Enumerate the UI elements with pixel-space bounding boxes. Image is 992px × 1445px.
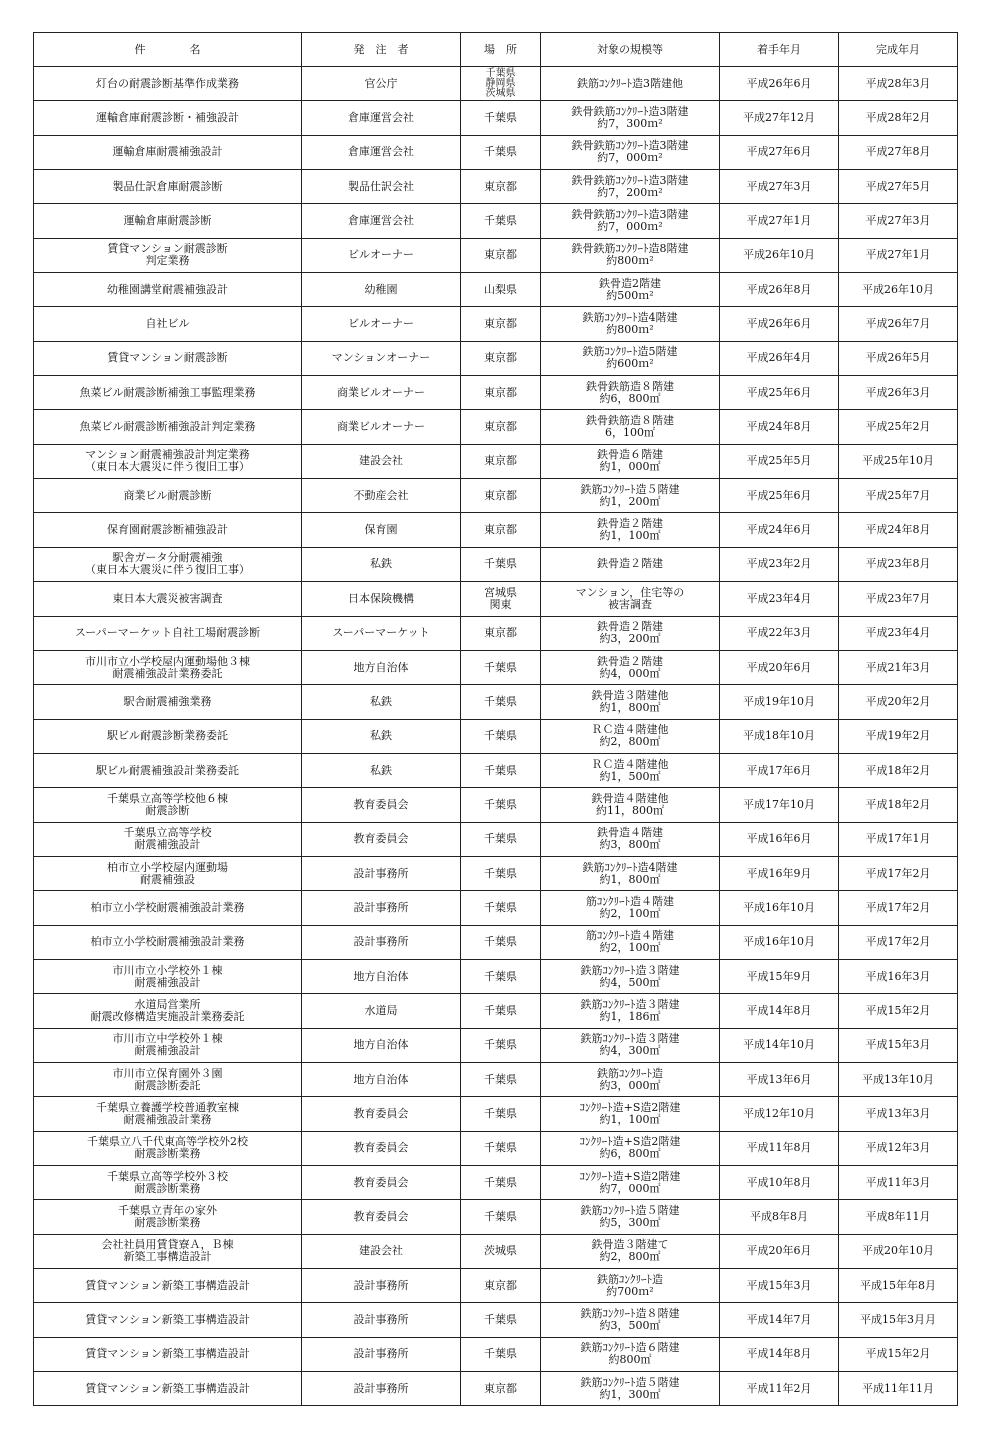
cell-place: 茨城県 (461, 1234, 541, 1268)
cell-scale: 鉄骨造４階建 約3，800㎡ (541, 822, 720, 856)
cell-client: 製品仕訳会社 (302, 170, 461, 204)
cell-name: 賃貸マンション新築工事構造設計 (34, 1372, 302, 1406)
cell-scale: 鉄骨造2階建 約500ｍ² (541, 273, 720, 307)
cell-client: 設計事務所 (302, 1372, 461, 1406)
cell-place: 東京都 (461, 170, 541, 204)
cell-place: 東京都 (461, 238, 541, 272)
table-row (34, 994, 958, 1028)
cell-place: 千葉県 (461, 891, 541, 925)
cell-start: 平成19年10月 (720, 685, 839, 719)
table-row (34, 616, 958, 650)
cell-start: 平成11年2月 (720, 1372, 839, 1406)
table-row (34, 685, 958, 719)
cell-start: 平成14年8月 (720, 1337, 839, 1371)
cell-scale: 鉄骨造２階建 (541, 547, 720, 581)
cell-end: 平成20年2月 (839, 685, 958, 719)
cell-name: 自社ビル (34, 307, 302, 341)
cell-end: 平成25年2月 (839, 410, 958, 444)
cell-end: 平成18年2月 (839, 788, 958, 822)
table-row (34, 1303, 958, 1337)
cell-place: 千葉県 (461, 994, 541, 1028)
header-start: 着手年月 (720, 33, 839, 67)
cell-place: 千葉県 (461, 925, 541, 959)
table-row (34, 1097, 958, 1131)
cell-client: 建設会社 (302, 444, 461, 478)
table-row (34, 101, 958, 135)
cell-name: 市川市立保育園外３園 耐震診断委託 (34, 1062, 302, 1096)
cell-end: 平成15年3月月 (839, 1303, 958, 1337)
cell-start: 平成17年6月 (720, 753, 839, 787)
cell-place: 東京都 (461, 616, 541, 650)
table-row (34, 1062, 958, 1096)
cell-start: 平成24年6月 (720, 513, 839, 547)
cell-place: 千葉県 (461, 1200, 541, 1234)
table-row (34, 1200, 958, 1234)
cell-end: 平成17年2月 (839, 891, 958, 925)
table-row (34, 307, 958, 341)
cell-start: 平成8年8月 (720, 1200, 839, 1234)
cell-end: 平成16年3月 (839, 959, 958, 993)
cell-start: 平成25年5月 (720, 444, 839, 478)
cell-name: 市川市立中学校外１棟 耐震補強設計 (34, 1028, 302, 1062)
cell-scale: 鉄骨造４階建他 約11，800㎡ (541, 788, 720, 822)
cell-start: 平成20年6月 (720, 650, 839, 684)
table-row (34, 170, 958, 204)
cell-name: 賃貸マンション新築工事構造設計 (34, 1269, 302, 1303)
cell-start: 平成24年8月 (720, 410, 839, 444)
cell-scale: 鉄筋ｺﾝｸﾘｰﾄ造５階建 約1，200㎡ (541, 479, 720, 513)
cell-scale: 鉄筋ｺﾝｸﾘｰﾄ造５階建 約1，300㎡ (541, 1372, 720, 1406)
cell-end: 平成27年3月 (839, 204, 958, 238)
cell-scale: 鉄骨造６階建 約1，000㎡ (541, 444, 720, 478)
cell-client: 不動産会社 (302, 479, 461, 513)
cell-end: 平成25年7月 (839, 479, 958, 513)
cell-client: 日本保険機構 (302, 582, 461, 616)
cell-name: 千葉県立高等学校他６棟 耐震診断 (34, 788, 302, 822)
cell-place: 千葉県 (461, 1131, 541, 1165)
cell-end: 平成27年8月 (839, 135, 958, 169)
cell-client: 地方自治体 (302, 1062, 461, 1096)
table-row (34, 582, 958, 616)
cell-start: 平成20年6月 (720, 1234, 839, 1268)
table-row (34, 341, 958, 375)
cell-name: 柏市立小学校屋内運動場 耐震補強設 (34, 856, 302, 890)
header-row (34, 33, 958, 67)
cell-name: 運輸倉庫耐震診断 (34, 204, 302, 238)
cell-start: 平成25年6月 (720, 479, 839, 513)
cell-end: 平成25年10月 (839, 444, 958, 478)
cell-start: 平成14年10月 (720, 1028, 839, 1062)
cell-name: 保育園耐震診断補強設計 (34, 513, 302, 547)
table-row (34, 1337, 958, 1371)
cell-scale: 鉄筋ｺﾝｸﾘｰﾄ造5階建 約600ｍ² (541, 341, 720, 375)
cell-end: 平成23年4月 (839, 616, 958, 650)
cell-client: 教育委員会 (302, 822, 461, 856)
cell-end: 平成11年3月 (839, 1166, 958, 1200)
cell-name: 駅舎耐震補強業務 (34, 685, 302, 719)
cell-client: 設計事務所 (302, 891, 461, 925)
cell-client: 教育委員会 (302, 788, 461, 822)
cell-end: 平成28年3月 (839, 67, 958, 101)
cell-name: マンション耐震補強設計判定業務 （東日本大震災に伴う復旧工事） (34, 444, 302, 478)
cell-scale: 鉄筋ｺﾝｸﾘｰﾄ造３階建 約4，500㎡ (541, 959, 720, 993)
cell-start: 平成12年10月 (720, 1097, 839, 1131)
cell-client: 官公庁 (302, 67, 461, 101)
cell-place: 千葉県 (461, 135, 541, 169)
cell-place: 千葉県 (461, 1337, 541, 1371)
table-row (34, 822, 958, 856)
header-name: 件 名 (34, 33, 302, 67)
table-row (34, 959, 958, 993)
table-row (34, 479, 958, 513)
cell-client: 設計事務所 (302, 1269, 461, 1303)
cell-client: 教育委員会 (302, 1200, 461, 1234)
cell-place: 千葉県 (461, 788, 541, 822)
cell-start: 平成18年10月 (720, 719, 839, 753)
cell-client: ビルオーナー (302, 307, 461, 341)
cell-scale: 鉄骨造２階建 約3，200㎡ (541, 616, 720, 650)
project-table (33, 32, 958, 1406)
cell-name: 柏市立小学校耐震補強設計業務 (34, 891, 302, 925)
cell-end: 平成23年7月 (839, 582, 958, 616)
cell-client: 商業ビルオーナー (302, 376, 461, 410)
header-place: 場 所 (461, 33, 541, 67)
cell-name: 駅ビル耐震補強設計業務委託 (34, 753, 302, 787)
cell-name: 千葉県立高等学校外３校 耐震診断業務 (34, 1166, 302, 1200)
cell-start: 平成26年6月 (720, 307, 839, 341)
cell-place: 千葉県 (461, 204, 541, 238)
table-row (34, 376, 958, 410)
cell-client: 水道局 (302, 994, 461, 1028)
cell-start: 平成26年8月 (720, 273, 839, 307)
cell-scale: 鉄筋ｺﾝｸﾘｰﾄ造 約3，000㎡ (541, 1062, 720, 1096)
cell-end: 平成26年7月 (839, 307, 958, 341)
cell-name: 灯台の耐震診断基準作成業務 (34, 67, 302, 101)
cell-end: 平成21年3月 (839, 650, 958, 684)
cell-place: 千葉県 (461, 1303, 541, 1337)
cell-place: 東京都 (461, 376, 541, 410)
cell-client: 商業ビルオーナー (302, 410, 461, 444)
cell-start: 平成26年4月 (720, 341, 839, 375)
cell-name: 市川市立小学校屋内運動場他３棟 耐震補強設計業務委託 (34, 650, 302, 684)
cell-name: 会社社員用賃貸寮Ａ，Ｂ棟 新築工事構造設計 (34, 1234, 302, 1268)
cell-name: 東日本大震災被害調査 (34, 582, 302, 616)
cell-name: 賃貸マンション耐震診断 判定業務 (34, 238, 302, 272)
cell-start: 平成26年6月 (720, 67, 839, 101)
cell-name: 駅舎ガータ分耐震補強 （東日本大震災に伴う復旧工事） (34, 547, 302, 581)
cell-place: 千葉県 (461, 685, 541, 719)
cell-start: 平成17年10月 (720, 788, 839, 822)
cell-client: 設計事務所 (302, 856, 461, 890)
cell-scale: 鉄骨鉄筋ｺﾝｸﾘｰﾄ造3階建 約7，300ｍ² (541, 101, 720, 135)
cell-end: 平成15年2月 (839, 1337, 958, 1371)
table-row (34, 719, 958, 753)
table-row (34, 891, 958, 925)
cell-scale: 鉄筋ｺﾝｸﾘｰﾄ造８階建 約3，500㎡ (541, 1303, 720, 1337)
cell-place: 千葉県 静岡県 茨城県 (461, 67, 541, 101)
cell-scale: 鉄骨鉄筋ｺﾝｸﾘｰﾄ造8階建 約800ｍ² (541, 238, 720, 272)
cell-scale: 鉄筋ｺﾝｸﾘｰﾄ造3階建他 (541, 67, 720, 101)
cell-start: 平成27年6月 (720, 135, 839, 169)
cell-name: 千葉県立八千代東高等学校外2校 耐震診断業務 (34, 1131, 302, 1165)
cell-scale: 鉄筋ｺﾝｸﾘｰﾄ造4階建 約800ｍ² (541, 307, 720, 341)
cell-place: 千葉県 (461, 1097, 541, 1131)
cell-start: 平成11年8月 (720, 1131, 839, 1165)
cell-client: 倉庫運営会社 (302, 204, 461, 238)
cell-start: 平成16年9月 (720, 856, 839, 890)
cell-start: 平成16年10月 (720, 925, 839, 959)
cell-name: 千葉県立養護学校普通教室棟 耐震補強設計業務 (34, 1097, 302, 1131)
cell-start: 平成16年10月 (720, 891, 839, 925)
table-row (34, 1028, 958, 1062)
table-row (34, 444, 958, 478)
cell-place: 千葉県 (461, 822, 541, 856)
cell-end: 平成17年1月 (839, 822, 958, 856)
cell-end: 平成26年10月 (839, 273, 958, 307)
cell-name: 魚菜ビル耐震診断補強設計判定業務 (34, 410, 302, 444)
cell-place: 東京都 (461, 444, 541, 478)
header-client: 発 注 者 (302, 33, 461, 67)
table-row (34, 856, 958, 890)
cell-place: 東京都 (461, 410, 541, 444)
cell-end: 平成26年5月 (839, 341, 958, 375)
cell-start: 平成15年9月 (720, 959, 839, 993)
cell-name: 運輸倉庫耐震診断・補強設計 (34, 101, 302, 135)
cell-start: 平成27年1月 (720, 204, 839, 238)
cell-place: 千葉県 (461, 719, 541, 753)
cell-end: 平成13年10月 (839, 1062, 958, 1096)
cell-end: 平成17年2月 (839, 856, 958, 890)
cell-scale: 筋ｺﾝｸﾘｰﾄ造４階建 約2，100㎡ (541, 925, 720, 959)
cell-place: 山梨県 (461, 273, 541, 307)
cell-client: 教育委員会 (302, 1131, 461, 1165)
cell-place: 東京都 (461, 479, 541, 513)
cell-scale: 鉄骨鉄筋ｺﾝｸﾘｰﾄ造3階建 約7，000ｍ² (541, 204, 720, 238)
cell-client: マンションオーナー (302, 341, 461, 375)
cell-name: 千葉県立青年の家外 耐震診断業務 (34, 1200, 302, 1234)
cell-end: 平成26年3月 (839, 376, 958, 410)
cell-end: 平成17年2月 (839, 925, 958, 959)
cell-client: 教育委員会 (302, 1097, 461, 1131)
cell-start: 平成10年8月 (720, 1166, 839, 1200)
cell-client: 設計事務所 (302, 1337, 461, 1371)
cell-place: 東京都 (461, 513, 541, 547)
cell-end: 平成27年5月 (839, 170, 958, 204)
cell-place: 東京都 (461, 1269, 541, 1303)
cell-scale: 鉄骨鉄筋造８階建 約6，800㎡ (541, 376, 720, 410)
cell-scale: マンション，住宅等の 被害調査 (541, 582, 720, 616)
table-row (34, 1269, 958, 1303)
cell-scale: 鉄筋ｺﾝｸﾘｰﾄ造６階建 約800㎡ (541, 1337, 720, 1371)
cell-place: 千葉県 (461, 856, 541, 890)
cell-start: 平成26年10月 (720, 238, 839, 272)
cell-scale: 筋ｺﾝｸﾘｰﾄ造４階建 約2，100㎡ (541, 891, 720, 925)
table-row (34, 1166, 958, 1200)
cell-scale: 鉄筋ｺﾝｸﾘｰﾄ造３階建 約1，186㎡ (541, 994, 720, 1028)
cell-end: 平成12年3月 (839, 1131, 958, 1165)
cell-client: 保育園 (302, 513, 461, 547)
header-scale: 対象の規模等 (541, 33, 720, 67)
cell-name: 商業ビル耐震診断 (34, 479, 302, 513)
cell-scale: ｺﾝｸﾘｰﾄ造+S造2階建 約7，000㎡ (541, 1166, 720, 1200)
cell-place: 東京都 (461, 307, 541, 341)
cell-scale: 鉄骨造３階建他 約1，800㎡ (541, 685, 720, 719)
table-row (34, 650, 958, 684)
table-row (34, 135, 958, 169)
cell-scale: 鉄筋ｺﾝｸﾘｰﾄ造５階建 約5，300㎡ (541, 1200, 720, 1234)
cell-scale: 鉄骨造３階建て 約2，800㎡ (541, 1234, 720, 1268)
cell-start: 平成23年4月 (720, 582, 839, 616)
table-body (34, 67, 958, 1406)
cell-place: 千葉県 (461, 650, 541, 684)
cell-place: 千葉県 (461, 547, 541, 581)
cell-start: 平成25年6月 (720, 376, 839, 410)
cell-end: 平成15年年8月 (839, 1269, 958, 1303)
cell-name: 水道局営業所 耐震改修構造実施設計業務委託 (34, 994, 302, 1028)
table-row (34, 273, 958, 307)
cell-place: 東京都 (461, 1372, 541, 1406)
cell-name: 賃貸マンション耐震診断 (34, 341, 302, 375)
cell-start: 平成16年6月 (720, 822, 839, 856)
cell-client: 私鉄 (302, 719, 461, 753)
cell-end: 平成13年3月 (839, 1097, 958, 1131)
cell-scale: 鉄骨鉄筋ｺﾝｸﾘｰﾄ造3階建 約7，200ｍ² (541, 170, 720, 204)
table-row (34, 410, 958, 444)
cell-start: 平成27年12月 (720, 101, 839, 135)
cell-scale: 鉄骨造２階建 約4，000㎡ (541, 650, 720, 684)
cell-scale: ＲＣ造４階建他 約1，500㎡ (541, 753, 720, 787)
cell-client: スーパーマーケット (302, 616, 461, 650)
cell-name: スーパーマーケット自社工場耐震診断 (34, 616, 302, 650)
cell-start: 平成14年7月 (720, 1303, 839, 1337)
cell-start: 平成13年6月 (720, 1062, 839, 1096)
cell-client: 私鉄 (302, 685, 461, 719)
cell-name: 市川市立小学校外１棟 耐震補強設計 (34, 959, 302, 993)
cell-client: 建設会社 (302, 1234, 461, 1268)
cell-scale: ｺﾝｸﾘｰﾄ造+S造2階建 約1，100㎡ (541, 1097, 720, 1131)
cell-end: 平成15年2月 (839, 994, 958, 1028)
cell-end: 平成27年1月 (839, 238, 958, 272)
cell-place: 千葉県 (461, 959, 541, 993)
table-row (34, 1234, 958, 1268)
cell-place: 千葉県 (461, 1028, 541, 1062)
cell-client: 地方自治体 (302, 650, 461, 684)
table-row (34, 788, 958, 822)
cell-start: 平成15年3月 (720, 1269, 839, 1303)
cell-client: ビルオーナー (302, 238, 461, 272)
cell-place: 千葉県 (461, 1062, 541, 1096)
cell-end: 平成23年8月 (839, 547, 958, 581)
cell-place: 千葉県 (461, 101, 541, 135)
cell-name: 製品仕訳倉庫耐震診断 (34, 170, 302, 204)
cell-end: 平成20年10月 (839, 1234, 958, 1268)
cell-place: 宮城県 関東 (461, 582, 541, 616)
table-row (34, 204, 958, 238)
cell-name: 賃貸マンション新築工事構造設計 (34, 1303, 302, 1337)
cell-scale: ｺﾝｸﾘｰﾄ造+S造2階建 約6，800㎡ (541, 1131, 720, 1165)
cell-scale: 鉄筋ｺﾝｸﾘｰﾄ造4階建 約1，800㎡ (541, 856, 720, 890)
cell-scale: 鉄筋ｺﾝｸﾘｰﾄ造 約700ｍ² (541, 1269, 720, 1303)
cell-client: 地方自治体 (302, 959, 461, 993)
cell-scale: ＲＣ造４階建他 約2，800㎡ (541, 719, 720, 753)
cell-client: 教育委員会 (302, 1166, 461, 1200)
cell-end: 平成11年11月 (839, 1372, 958, 1406)
cell-end: 平成18年2月 (839, 753, 958, 787)
cell-client: 幼稚園 (302, 273, 461, 307)
table-row (34, 513, 958, 547)
cell-client: 倉庫運営会社 (302, 101, 461, 135)
table-row (34, 67, 958, 101)
table-row (34, 1372, 958, 1406)
cell-client: 地方自治体 (302, 1028, 461, 1062)
cell-client: 私鉄 (302, 753, 461, 787)
table-row (34, 753, 958, 787)
table-row (34, 1131, 958, 1165)
cell-end: 平成15年3月 (839, 1028, 958, 1062)
cell-client: 倉庫運営会社 (302, 135, 461, 169)
cell-scale: 鉄骨鉄筋造８階建 6，100㎡ (541, 410, 720, 444)
cell-place: 千葉県 (461, 753, 541, 787)
cell-end: 平成19年2月 (839, 719, 958, 753)
cell-start: 平成22年3月 (720, 616, 839, 650)
cell-start: 平成14年8月 (720, 994, 839, 1028)
table-row (34, 238, 958, 272)
cell-name: 幼稚園講堂耐震補強設計 (34, 273, 302, 307)
cell-end: 平成24年8月 (839, 513, 958, 547)
cell-client: 私鉄 (302, 547, 461, 581)
cell-start: 平成27年3月 (720, 170, 839, 204)
cell-end: 平成28年2月 (839, 101, 958, 135)
cell-client: 設計事務所 (302, 1303, 461, 1337)
cell-name: 賃貸マンション新築工事構造設計 (34, 1337, 302, 1371)
cell-place: 東京都 (461, 341, 541, 375)
header-end: 完成年月 (839, 33, 958, 67)
cell-end: 平成8年11月 (839, 1200, 958, 1234)
cell-name: 柏市立小学校耐震補強設計業務 (34, 925, 302, 959)
cell-start: 平成23年2月 (720, 547, 839, 581)
cell-name: 千葉県立高等学校 耐震補強設計 (34, 822, 302, 856)
table-row (34, 547, 958, 581)
cell-client: 設計事務所 (302, 925, 461, 959)
cell-scale: 鉄骨鉄筋ｺﾝｸﾘｰﾄ造3階建 約7，000ｍ² (541, 135, 720, 169)
cell-place: 千葉県 (461, 1166, 541, 1200)
cell-name: 魚菜ビル耐震診断補強工事監理業務 (34, 376, 302, 410)
cell-name: 運輸倉庫耐震補強設計 (34, 135, 302, 169)
cell-scale: 鉄筋ｺﾝｸﾘｰﾄ造３階建 約4，300㎡ (541, 1028, 720, 1062)
table-row (34, 925, 958, 959)
cell-name: 駅ビル耐震診断業務委託 (34, 719, 302, 753)
cell-scale: 鉄骨造２階建 約1，100㎡ (541, 513, 720, 547)
